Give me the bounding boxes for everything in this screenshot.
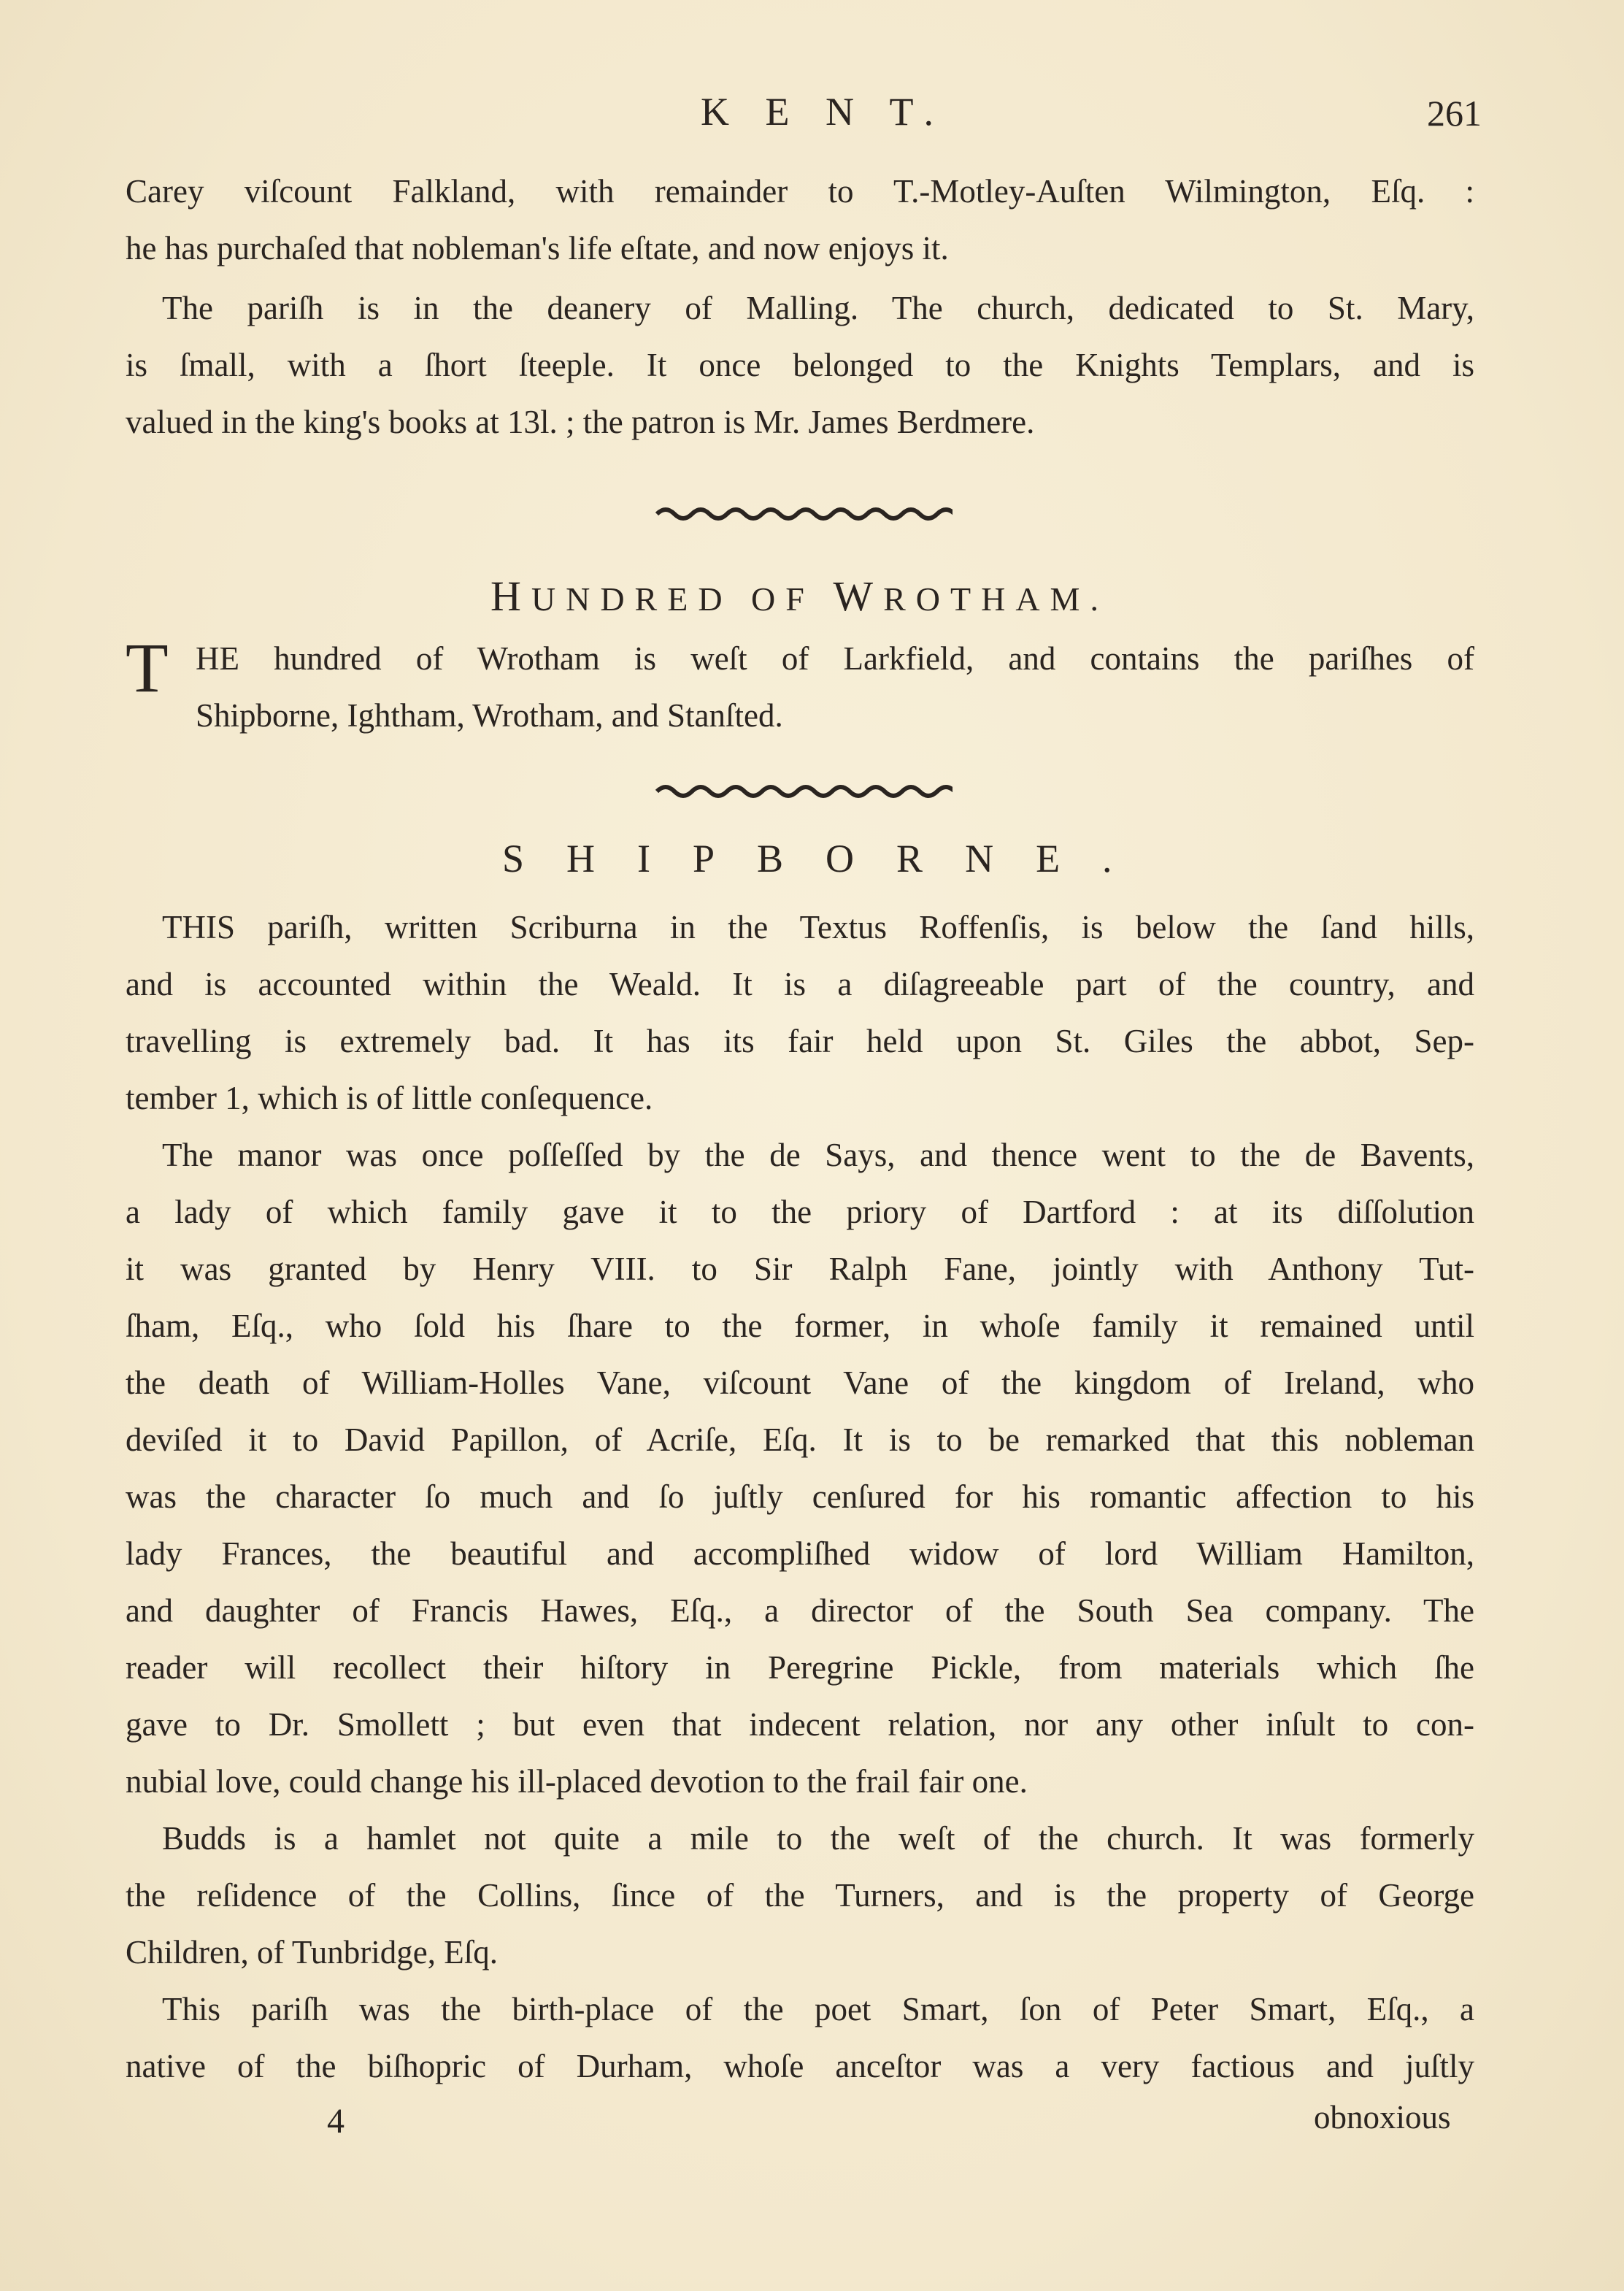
text-line: tember 1, which is of little conſequence.: [126, 1080, 653, 1116]
text-line: The manor was once poſſeſſed by the de Says, and thence went to the de Bavents,: [162, 1137, 1474, 1173]
signature-mark: 4: [327, 2102, 345, 2141]
text-line: This pariſh was the birth-place of the poet Smart, ſon of Peter Smart, Eſq., a: [162, 1991, 1474, 2027]
heading-initial: H: [490, 572, 531, 620]
text-line: nubial love, could change his ill-placed devotion to the frail fair one.: [126, 1763, 1028, 1800]
text-line: THIS pariſh, written Scriburna in the Textus Roffenſis, is below the ſand hills,: [162, 909, 1474, 945]
section-heading-shipborne: SHIPBORNE.: [502, 837, 1155, 880]
text-line: a lady of which family gave it to the priory of Dartford : at its diſſolution: [126, 1194, 1474, 1230]
catchword: obnoxious: [1314, 2099, 1451, 2135]
page-number: 261: [1427, 93, 1482, 134]
text-line: Shipborne, Ightham, Wrotham, and Stanſted.: [196, 697, 783, 734]
text-line: he has purchaſed that nobleman's life eſtate, and now enjoys it.: [126, 230, 949, 266]
ornament-divider: [653, 780, 953, 799]
text-line: The pariſh is in the deanery of Malling. The church, dedicated to St. Mary,: [162, 290, 1474, 326]
drop-cap: T: [126, 629, 169, 707]
text-line: deviſed it to David Papillon, of Acriſe, Eſq. It is to be remarked that this nobleman: [126, 1421, 1474, 1458]
text-line: lady Frances, the beautiful and accompliſhed widow of lord William Hamilton,: [126, 1535, 1474, 1572]
heading-text: ROTHAM.: [883, 580, 1109, 618]
text-line: valued in the king's books at 13l. ; the patron is Mr. James Berdmere.: [126, 404, 1035, 440]
text-line: it was granted by Henry VIII. to Sir Ralph Fane, jointly with Anthony Tut-: [126, 1251, 1474, 1287]
heading-initial: W: [833, 572, 884, 620]
text-line: the death of William-Holles Vane, viſcount Vane of the kingdom of Ireland, who: [126, 1365, 1474, 1401]
text-line: travelling is extremely bad. It has its fair held upon St. Giles the abbot, Sep-: [126, 1023, 1474, 1059]
text-line: reader will recollect their hiſtory in Peregrine Pickle, from materials which ſhe: [126, 1649, 1474, 1686]
ornament-divider: [653, 502, 953, 521]
text-line: native of the biſhopric of Durham, whoſe anceſtor was a very factious and juſtly: [126, 2048, 1474, 2084]
text-line: gave to Dr. Smollett ; but even that indecent relation, nor any other inſult to con-: [126, 1706, 1474, 1743]
text-line: Children, of Tunbridge, Eſq.: [126, 1934, 499, 1970]
text-line: Budds is a hamlet not quite a mile to the weſt of the church. It was formerly: [162, 1820, 1474, 1857]
text-line: and is accounted within the Weald. It is a diſagreeable part of the country, and: [126, 966, 1474, 1002]
text-line: is ſmall, with a ſhort ſteeple. It once belonged to the Knights Templars, and is: [126, 347, 1474, 383]
text-line: was the character ſo much and ſo juſtly cenſured for his romantic affection to his: [126, 1478, 1474, 1515]
heading-text: UNDRED OF: [531, 580, 834, 618]
text-line: the reſidence of the Collins, ſince of the Turners, and is the property of George: [126, 1877, 1474, 1914]
running-title: K E N T.: [701, 90, 947, 134]
text-line: ſham, Eſq., who ſold his ſhare to the former, in whoſe family it remained until: [126, 1308, 1474, 1344]
text-line: and daughter of Francis Hawes, Eſq., a director of the South Sea company. The: [126, 1592, 1474, 1629]
text-line: Carey viſcount Falkland, with remainder to T.-Motley-Auſten Wilmington, Eſq. :: [126, 173, 1474, 210]
text-line: HE hundred of Wrotham is weſt of Larkfield, and contains the pariſhes of: [196, 640, 1474, 677]
section-heading-hundred: [490, 572, 1109, 621]
